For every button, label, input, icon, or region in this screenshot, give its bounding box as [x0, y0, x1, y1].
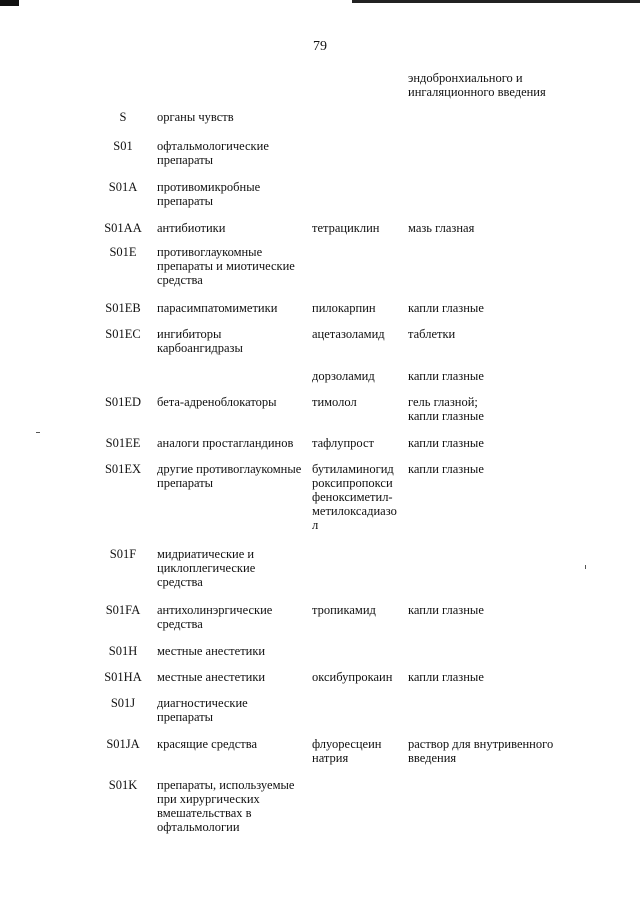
anatomical-therapeutic-group: красящие средства — [157, 737, 257, 751]
drug-substance: бутиламиногид роксипропокси феноксиметил- метилоксадиазо л — [312, 462, 397, 532]
drug-substance: дорзоламид — [312, 369, 375, 383]
anatomical-therapeutic-group: офтальмологические препараты — [157, 139, 269, 167]
atc-code: S01E — [109, 245, 137, 259]
anatomical-therapeutic-group: мидриатические и циклоплегические средства — [157, 547, 256, 589]
anatomical-therapeutic-group: местные анестетики — [157, 670, 266, 684]
anatomical-therapeutic-group: парасимпатомиметики — [157, 301, 278, 315]
scan-edge-rule-right — [352, 0, 640, 3]
dosage-form: гель глазной; капли глазные — [408, 395, 484, 423]
atc-code: S01EE — [105, 436, 141, 450]
anatomical-therapeutic-group: диагностические препараты — [157, 696, 248, 724]
atc-code: S01EB — [105, 301, 141, 315]
scan-edge-mark-left — [0, 0, 19, 6]
dosage-form: капли глазные — [408, 462, 484, 476]
atc-code: S01ED — [104, 395, 142, 409]
anatomical-therapeutic-group: противоглаукомные препараты и миотические средства — [157, 245, 295, 287]
atc-code: S01FA — [105, 603, 141, 617]
atc-code: S01HA — [104, 670, 142, 684]
atc-code: S01AA — [104, 221, 142, 235]
dosage-form: капли глазные — [408, 603, 484, 617]
drug-substance: флуоресцеин натрия — [312, 737, 382, 765]
scan-speck — [36, 432, 40, 433]
dosage-form: капли глазные — [408, 436, 484, 450]
header-continuation-text: эндобронхиального и ингаляционного введения — [408, 71, 546, 99]
scan-speck — [585, 565, 586, 569]
anatomical-therapeutic-group: бета-адреноблокаторы — [157, 395, 277, 409]
page-number: 79 — [313, 39, 327, 54]
anatomical-therapeutic-group: местные анестетики — [157, 644, 266, 658]
atc-code: S01H — [108, 644, 138, 658]
dosage-form: капли глазные — [408, 670, 484, 684]
atc-code: S01K — [108, 778, 138, 792]
anatomical-therapeutic-group: ингибиторы карбоангидразы — [157, 327, 243, 355]
atc-code: S01JA — [106, 737, 140, 751]
dosage-form: капли глазные — [408, 301, 484, 315]
anatomical-therapeutic-group: антибиотики — [157, 221, 226, 235]
drug-substance: ацетазоламид — [312, 327, 385, 341]
drug-substance: тетрациклин — [312, 221, 380, 235]
atc-code: S01 — [113, 139, 133, 153]
anatomical-therapeutic-group: другие противоглаукомные препараты — [157, 462, 302, 490]
anatomical-therapeutic-group: антихолинэргические средства — [157, 603, 273, 631]
atc-code: S01F — [109, 547, 137, 561]
drug-substance: оксибупрокаин — [312, 670, 393, 684]
dosage-form: раствор для внутривенного введения — [408, 737, 554, 765]
anatomical-therapeutic-group: органы чувств — [157, 110, 234, 124]
drug-substance: пилокарпин — [312, 301, 376, 315]
atc-code: S01EX — [104, 462, 142, 476]
drug-substance: тропикамид — [312, 603, 376, 617]
anatomical-therapeutic-group: аналоги простагландинов — [157, 436, 294, 450]
atc-code: S01A — [108, 180, 138, 194]
drug-substance: тимолол — [312, 395, 357, 409]
dosage-form: капли глазные — [408, 369, 484, 383]
atc-code: S01J — [110, 696, 136, 710]
dosage-form: мазь глазная — [408, 221, 475, 235]
anatomical-therapeutic-group: противомикробные препараты — [157, 180, 261, 208]
dosage-form: таблетки — [408, 327, 456, 341]
drug-substance: тафлупрост — [312, 436, 374, 450]
anatomical-therapeutic-group: препараты, используемые при хирургических вмешательствах в офтальмологии — [157, 778, 295, 834]
atc-code: S01EC — [105, 327, 141, 341]
atc-code: S — [119, 110, 127, 124]
